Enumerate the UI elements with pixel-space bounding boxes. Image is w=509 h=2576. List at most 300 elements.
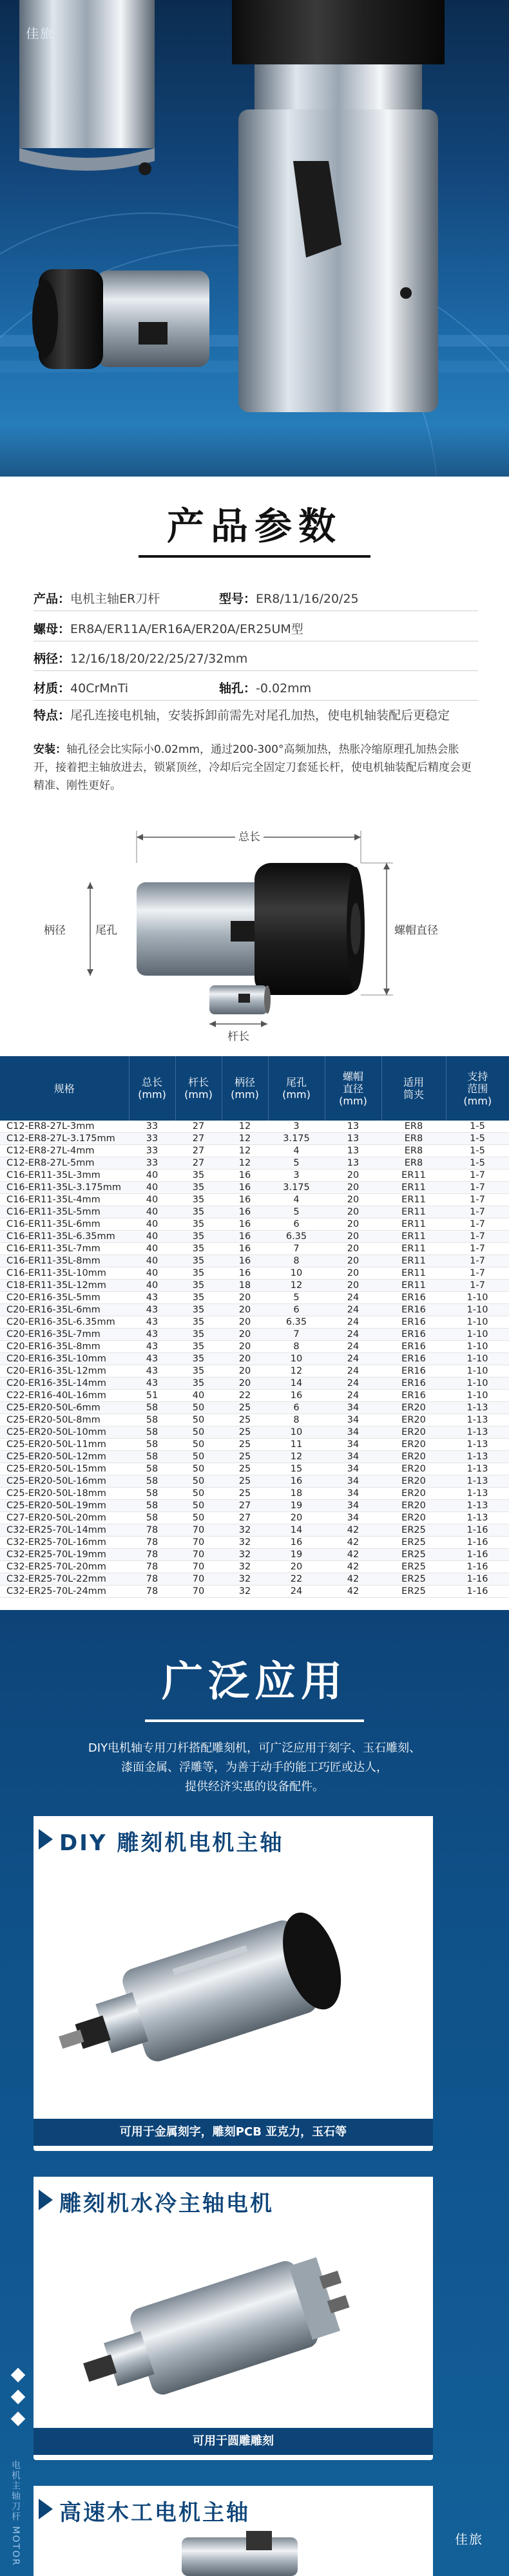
table-cell: ER11 xyxy=(381,1182,446,1194)
table-cell: C32-ER25-70L-16mm xyxy=(0,1537,129,1549)
table-cell: 24 xyxy=(325,1390,381,1402)
table-cell: 14 xyxy=(268,1524,325,1537)
table-cell: 18 xyxy=(222,1280,268,1292)
table-cell: 58 xyxy=(129,1500,175,1512)
table-cell: 1-10 xyxy=(446,1390,509,1402)
params-title: 产品参数 xyxy=(166,504,342,548)
apps-intro-line: DIY电机轴专用刀杆搭配雕刻机，可广泛应用于刻字、玉石雕刻、 xyxy=(88,1741,421,1755)
table-cell: 1-10 xyxy=(446,1353,509,1365)
table-cell: 16 xyxy=(222,1243,268,1255)
table-cell: 1-13 xyxy=(446,1402,509,1414)
table-cell: 40 xyxy=(129,1231,175,1243)
table-row xyxy=(0,1170,509,1182)
table-cell: ER20 xyxy=(381,1426,446,1439)
table-row xyxy=(0,1475,509,1488)
table-cell: 35 xyxy=(175,1231,222,1243)
table-cell: 70 xyxy=(175,1524,222,1537)
table-cell: 20 xyxy=(268,1512,325,1524)
table-cell: C25-ER20-50L-16mm xyxy=(0,1475,129,1488)
diamond-icon xyxy=(11,2412,26,2427)
triangle-icon xyxy=(39,2499,53,2519)
table-cell: 1-10 xyxy=(446,1329,509,1341)
table-row xyxy=(0,1524,509,1537)
table-cell: 50 xyxy=(175,1475,222,1488)
table-cell: 1-10 xyxy=(446,1341,509,1353)
table-cell: 19 xyxy=(268,1500,325,1512)
install-note xyxy=(34,741,478,795)
table-cell: ER16 xyxy=(381,1353,446,1365)
hero-nut-right xyxy=(232,0,445,64)
table-cell: 1-16 xyxy=(446,1537,509,1549)
table-row xyxy=(0,1218,509,1231)
table-cell: 13 xyxy=(325,1145,381,1157)
card-caption: 可用于圆雕雕刻 xyxy=(34,2428,433,2455)
table-cell: ER25 xyxy=(381,1537,446,1549)
side-vertical-text: 电机主轴刀杆 MOTOR xyxy=(10,2460,21,2566)
table-cell: 78 xyxy=(129,1561,175,1573)
table-cell: 34 xyxy=(325,1426,381,1439)
table-cell: 40 xyxy=(129,1243,175,1255)
table-cell: 3 xyxy=(268,1170,325,1182)
table-header-cell: 尾孔 (mm) xyxy=(268,1056,325,1121)
spec-shank-value: 12/16/18/20/22/25/27/32mm xyxy=(70,652,248,666)
table-cell: 20 xyxy=(325,1182,381,1194)
table-cell: 1-10 xyxy=(446,1378,509,1390)
spec-product xyxy=(34,589,160,607)
table-cell: 50 xyxy=(175,1426,222,1439)
install-label: 安装： xyxy=(34,743,66,756)
table-cell: 58 xyxy=(129,1512,175,1524)
table-cell: 24 xyxy=(325,1378,381,1390)
table-row xyxy=(0,1353,509,1365)
table-cell: 42 xyxy=(325,1586,381,1598)
table-cell: 42 xyxy=(325,1573,381,1586)
table-cell: 24 xyxy=(325,1329,381,1341)
table-row xyxy=(0,1157,509,1170)
table-cell: C25-ER20-50L-19mm xyxy=(0,1500,129,1512)
table-cell: C32-ER25-70L-24mm xyxy=(0,1586,129,1598)
table-cell: 1-7 xyxy=(446,1267,509,1280)
wood-spindle-illustration xyxy=(34,2531,433,2576)
table-cell: ER16 xyxy=(381,1365,446,1378)
table-cell: C22-ER16-40L-16mm xyxy=(0,1390,129,1402)
table-cell: 1-5 xyxy=(446,1133,509,1145)
table-cell: 24 xyxy=(325,1365,381,1378)
table-row xyxy=(0,1439,509,1451)
table-cell: 51 xyxy=(129,1390,175,1402)
table-cell: 58 xyxy=(129,1426,175,1439)
table-cell: 70 xyxy=(175,1561,222,1573)
table-cell: C25-ER20-50L-11mm xyxy=(0,1439,129,1451)
table-cell: C16-ER11-35L-7mm xyxy=(0,1243,129,1255)
table-cell: 1-10 xyxy=(446,1316,509,1329)
table-cell: 27 xyxy=(175,1121,222,1133)
table-cell: 12 xyxy=(268,1451,325,1463)
hero-fade xyxy=(0,425,509,477)
table-cell: 18 xyxy=(268,1488,325,1500)
table-cell: 78 xyxy=(129,1549,175,1561)
table-cell: 12 xyxy=(222,1121,268,1133)
table-cell: 35 xyxy=(175,1170,222,1182)
drawing-holder-nut xyxy=(254,863,361,995)
table-header-cell: 柄径 (mm) xyxy=(222,1056,268,1121)
table-cell: 25 xyxy=(222,1475,268,1488)
table-cell: 5 xyxy=(268,1292,325,1304)
table-cell: C12-ER8-27L-3mm xyxy=(0,1121,129,1133)
table-cell: 40 xyxy=(129,1267,175,1280)
table-cell: 12 xyxy=(268,1365,325,1378)
table-cell: C16-ER11-35L-10mm xyxy=(0,1267,129,1280)
table-cell: ER16 xyxy=(381,1329,446,1341)
table-cell: 7 xyxy=(268,1243,325,1255)
diamond-icon xyxy=(11,2368,26,2383)
table-cell: ER8 xyxy=(381,1145,446,1157)
table-cell: 6 xyxy=(268,1304,325,1316)
table-cell: 1-16 xyxy=(446,1573,509,1586)
table-cell: 50 xyxy=(175,1488,222,1500)
table-cell: 24 xyxy=(325,1353,381,1365)
table-cell: 58 xyxy=(129,1463,175,1475)
table-cell: 20 xyxy=(222,1329,268,1341)
table-cell: C20-ER16-35L-14mm xyxy=(0,1378,129,1390)
table-header-cell: 适用 筒夹 xyxy=(381,1056,446,1121)
table-cell: 78 xyxy=(129,1524,175,1537)
table-cell: 35 xyxy=(175,1378,222,1390)
table-cell: 1-7 xyxy=(446,1170,509,1182)
table-cell: 6 xyxy=(268,1402,325,1414)
table-cell: 16 xyxy=(268,1475,325,1488)
table-cell: C25-ER20-50L-12mm xyxy=(0,1451,129,1463)
table-cell: 12 xyxy=(268,1280,325,1292)
table-header-cell: 杆长 (mm) xyxy=(175,1056,222,1121)
table-cell: C32-ER25-70L-14mm xyxy=(0,1524,129,1537)
table-cell: 1-13 xyxy=(446,1500,509,1512)
table-cell: ER16 xyxy=(381,1378,446,1390)
table-cell: 34 xyxy=(325,1402,381,1414)
table-cell: 3.175 xyxy=(268,1182,325,1194)
table-cell: 35 xyxy=(175,1182,222,1194)
table-cell: C20-ER16-35L-6.35mm xyxy=(0,1316,129,1329)
table-cell: 5 xyxy=(268,1206,325,1218)
table-row xyxy=(0,1316,509,1329)
table-cell: 6.35 xyxy=(268,1231,325,1243)
app-card-woodworking xyxy=(34,2486,433,2576)
table-cell: 3 xyxy=(268,1121,325,1133)
table-cell: 34 xyxy=(325,1451,381,1463)
card-header xyxy=(34,1816,433,1861)
table-cell: ER16 xyxy=(381,1304,446,1316)
table-cell: 32 xyxy=(222,1573,268,1586)
table-cell: 58 xyxy=(129,1475,175,1488)
table-cell: 1-7 xyxy=(446,1182,509,1194)
table-cell: 1-16 xyxy=(446,1524,509,1537)
table-cell: 40 xyxy=(129,1218,175,1231)
table-cell: 8 xyxy=(268,1341,325,1353)
table-cell: 1-7 xyxy=(446,1243,509,1255)
table-cell: 7 xyxy=(268,1329,325,1341)
table-cell: 1-5 xyxy=(446,1157,509,1170)
table-cell: 50 xyxy=(175,1463,222,1475)
table-row xyxy=(0,1537,509,1549)
table-cell: 14 xyxy=(268,1378,325,1390)
spec-table xyxy=(0,1056,509,1598)
table-cell: C16-ER11-35L-6mm xyxy=(0,1218,129,1231)
table-cell: 1-16 xyxy=(446,1561,509,1573)
table-cell: 33 xyxy=(129,1145,175,1157)
table-cell: 13 xyxy=(325,1133,381,1145)
table-cell: 35 xyxy=(175,1341,222,1353)
table-cell: ER8 xyxy=(381,1121,446,1133)
apps-title: 广泛应用 xyxy=(162,1658,347,1706)
table-cell: ER11 xyxy=(381,1243,446,1255)
table-cell: 25 xyxy=(222,1426,268,1439)
table-cell: 42 xyxy=(325,1537,381,1549)
table-cell: 12 xyxy=(222,1145,268,1157)
table-cell: C32-ER25-70L-19mm xyxy=(0,1549,129,1561)
table-cell: 16 xyxy=(222,1218,268,1231)
table-cell: 1-10 xyxy=(446,1365,509,1378)
table-cell: ER25 xyxy=(381,1573,446,1586)
table-cell: 70 xyxy=(175,1586,222,1598)
table-cell: 34 xyxy=(325,1488,381,1500)
diamond-icon xyxy=(11,2390,26,2405)
table-cell: 50 xyxy=(175,1451,222,1463)
hero-banner xyxy=(0,0,509,477)
table-cell: 16 xyxy=(222,1194,268,1206)
card-title: 高速木工电机主轴 xyxy=(59,2500,250,2526)
table-header-cell: 总长 (mm) xyxy=(129,1056,175,1121)
table-cell: 58 xyxy=(129,1439,175,1451)
table-cell: ER11 xyxy=(381,1267,446,1280)
table-cell: 10 xyxy=(268,1426,325,1439)
table-cell: 35 xyxy=(175,1329,222,1341)
table-cell: 40 xyxy=(175,1390,222,1402)
table-cell: 4 xyxy=(268,1194,325,1206)
dimension-drawing xyxy=(26,811,483,1050)
table-cell: 34 xyxy=(325,1475,381,1488)
table-cell: 16 xyxy=(222,1170,268,1182)
spec-feature-label: 特点： xyxy=(34,708,71,723)
table-cell: 20 xyxy=(222,1292,268,1304)
table-cell: C16-ER11-35L-5mm xyxy=(0,1206,129,1218)
table-cell: ER16 xyxy=(381,1292,446,1304)
table-cell: 34 xyxy=(325,1512,381,1524)
table-cell: ER25 xyxy=(381,1561,446,1573)
apps-title-underline xyxy=(145,1719,364,1722)
table-cell: 20 xyxy=(222,1316,268,1329)
table-cell: 33 xyxy=(129,1121,175,1133)
table-cell: 20 xyxy=(325,1170,381,1182)
spec-feature-value: 尾孔连接电机轴，安装拆卸前需先对尾孔加热，使电机轴装配后更稳定 xyxy=(70,708,450,723)
table-cell: 34 xyxy=(325,1414,381,1426)
dim-nut-dia: 螺帽直径 xyxy=(394,924,438,937)
divider xyxy=(34,700,478,701)
table-row xyxy=(0,1390,509,1402)
table-cell: 24 xyxy=(268,1586,325,1598)
table-row xyxy=(0,1329,509,1341)
table-cell: ER11 xyxy=(381,1218,446,1231)
table-cell: C25-ER20-50L-10mm xyxy=(0,1426,129,1439)
table-cell: 35 xyxy=(175,1280,222,1292)
table-cell: ER11 xyxy=(381,1194,446,1206)
table-row xyxy=(0,1341,509,1353)
table-cell: 27 xyxy=(175,1145,222,1157)
table-cell: 6 xyxy=(268,1218,325,1231)
params-title-wrap xyxy=(0,477,509,580)
table-cell: 1-13 xyxy=(446,1475,509,1488)
table-cell: C16-ER11-35L-3.175mm xyxy=(0,1182,129,1194)
table-cell: 1-13 xyxy=(446,1439,509,1451)
table-cell: C18-ER11-35L-12mm xyxy=(0,1280,129,1292)
table-cell: ER20 xyxy=(381,1488,446,1500)
table-cell: 27 xyxy=(175,1157,222,1170)
table-row xyxy=(0,1182,509,1194)
table-row xyxy=(0,1121,509,1133)
table-cell: 1-7 xyxy=(446,1218,509,1231)
table-cell: 35 xyxy=(175,1243,222,1255)
table-cell: 42 xyxy=(325,1561,381,1573)
table-cell: C20-ER16-35L-5mm xyxy=(0,1292,129,1304)
table-cell: 25 xyxy=(222,1414,268,1426)
table-row xyxy=(0,1243,509,1255)
table-cell: C25-ER20-50L-8mm xyxy=(0,1414,129,1426)
table-cell: ER11 xyxy=(381,1231,446,1243)
table-cell: 1-7 xyxy=(446,1206,509,1218)
table-row xyxy=(0,1255,509,1267)
hero-product-illustration xyxy=(0,0,509,477)
table-cell: 1-7 xyxy=(446,1280,509,1292)
table-cell: 20 xyxy=(222,1353,268,1365)
table-cell: 58 xyxy=(129,1451,175,1463)
table-cell: 25 xyxy=(222,1463,268,1475)
table-cell: ER20 xyxy=(381,1463,446,1475)
table-cell: C16-ER11-35L-3mm xyxy=(0,1170,129,1182)
spec-product-label: 产品： xyxy=(34,592,71,606)
table-cell: 20 xyxy=(268,1561,325,1573)
table-cell: 22 xyxy=(222,1390,268,1402)
table-cell: 20 xyxy=(222,1341,268,1353)
table-cell: C32-ER25-70L-22mm xyxy=(0,1573,129,1586)
table-cell: ER8 xyxy=(381,1157,446,1170)
table-cell: 58 xyxy=(129,1414,175,1426)
table-cell: 43 xyxy=(129,1341,175,1353)
table-cell: 10 xyxy=(268,1353,325,1365)
applications-section xyxy=(0,1610,509,2576)
table-cell: 33 xyxy=(129,1157,175,1170)
table-cell: 34 xyxy=(325,1439,381,1451)
table-cell: 20 xyxy=(325,1267,381,1280)
table-cell: 43 xyxy=(129,1304,175,1316)
spec-model-label: 型号： xyxy=(219,592,256,606)
table-row xyxy=(0,1133,509,1145)
table-cell: 6.35 xyxy=(268,1316,325,1329)
table-cell: 34 xyxy=(325,1500,381,1512)
spec-shank xyxy=(34,649,247,667)
table-cell: C27-ER20-50L-20mm xyxy=(0,1512,129,1524)
table-cell: 34 xyxy=(325,1463,381,1475)
spec-nut-value: ER8A/ER11A/ER16A/ER20A/ER25UM型 xyxy=(70,622,303,636)
table-row xyxy=(0,1206,509,1218)
table-cell: 16 xyxy=(222,1255,268,1267)
table-row xyxy=(0,1267,509,1280)
table-cell: 32 xyxy=(222,1537,268,1549)
card-caption: 可用于金属刻字，雕刻PCB 亚克力，玉石等 xyxy=(34,2119,433,2146)
spec-model-value: ER8/11/16/20/25 xyxy=(256,592,359,606)
table-cell: 35 xyxy=(175,1194,222,1206)
table-cell: 43 xyxy=(129,1292,175,1304)
table-cell: C16-ER11-35L-6.35mm xyxy=(0,1231,129,1243)
table-cell: 1-5 xyxy=(446,1145,509,1157)
dim-shank-dia: 柄径 xyxy=(44,924,66,937)
table-cell: 35 xyxy=(175,1292,222,1304)
table-cell: 50 xyxy=(175,1512,222,1524)
table-row xyxy=(0,1194,509,1206)
table-cell: 35 xyxy=(175,1206,222,1218)
spec-table-header xyxy=(0,1056,509,1121)
table-cell: 40 xyxy=(129,1194,175,1206)
table-cell: C12-ER8-27L-3.175mm xyxy=(0,1133,129,1145)
spec-shank-label: 柄径： xyxy=(34,652,71,666)
table-cell: ER16 xyxy=(381,1390,446,1402)
product-parameters-section xyxy=(0,477,509,1056)
table-cell: C20-ER16-35L-6mm xyxy=(0,1304,129,1316)
card-title: 雕刻机水冷主轴电机 xyxy=(59,2191,274,2217)
table-cell: 16 xyxy=(222,1182,268,1194)
card-header xyxy=(34,2177,433,2222)
table-cell: 15 xyxy=(268,1463,325,1475)
table-cell: 42 xyxy=(325,1549,381,1561)
table-cell: 27 xyxy=(222,1500,268,1512)
table-cell: 20 xyxy=(325,1206,381,1218)
table-cell: 1-13 xyxy=(446,1512,509,1524)
hero-body-right xyxy=(238,109,438,412)
table-cell: 1-13 xyxy=(446,1488,509,1500)
table-cell: 20 xyxy=(222,1365,268,1378)
triangle-icon xyxy=(39,2190,53,2210)
table-cell: 20 xyxy=(325,1231,381,1243)
table-cell: 10 xyxy=(268,1267,325,1280)
divider xyxy=(34,670,478,671)
table-cell: 50 xyxy=(175,1402,222,1414)
table-cell: 50 xyxy=(175,1414,222,1426)
table-row xyxy=(0,1304,509,1316)
table-row xyxy=(0,1451,509,1463)
table-cell: 40 xyxy=(129,1170,175,1182)
table-cell: 22 xyxy=(268,1573,325,1586)
diy-spindle-illustration xyxy=(34,1861,433,2112)
table-cell: 13 xyxy=(325,1157,381,1170)
table-cell: 20 xyxy=(325,1280,381,1292)
table-cell: 8 xyxy=(268,1255,325,1267)
table-cell: 35 xyxy=(175,1267,222,1280)
table-row xyxy=(0,1365,509,1378)
table-cell: 12 xyxy=(222,1133,268,1145)
table-cell: 19 xyxy=(268,1549,325,1561)
table-cell: 11 xyxy=(268,1439,325,1451)
spec-material-value: 40CrMnTi xyxy=(70,681,129,696)
table-cell: 1-7 xyxy=(446,1231,509,1243)
table-cell: 25 xyxy=(222,1488,268,1500)
table-cell: 1-13 xyxy=(446,1414,509,1426)
table-cell: 35 xyxy=(175,1365,222,1378)
spec-feature xyxy=(34,707,478,724)
spec-material xyxy=(34,679,128,696)
table-cell: 16 xyxy=(222,1206,268,1218)
table-row xyxy=(0,1488,509,1500)
table-row xyxy=(0,1426,509,1439)
table-cell: 43 xyxy=(129,1378,175,1390)
table-cell: C12-ER8-27L-4mm xyxy=(0,1145,129,1157)
